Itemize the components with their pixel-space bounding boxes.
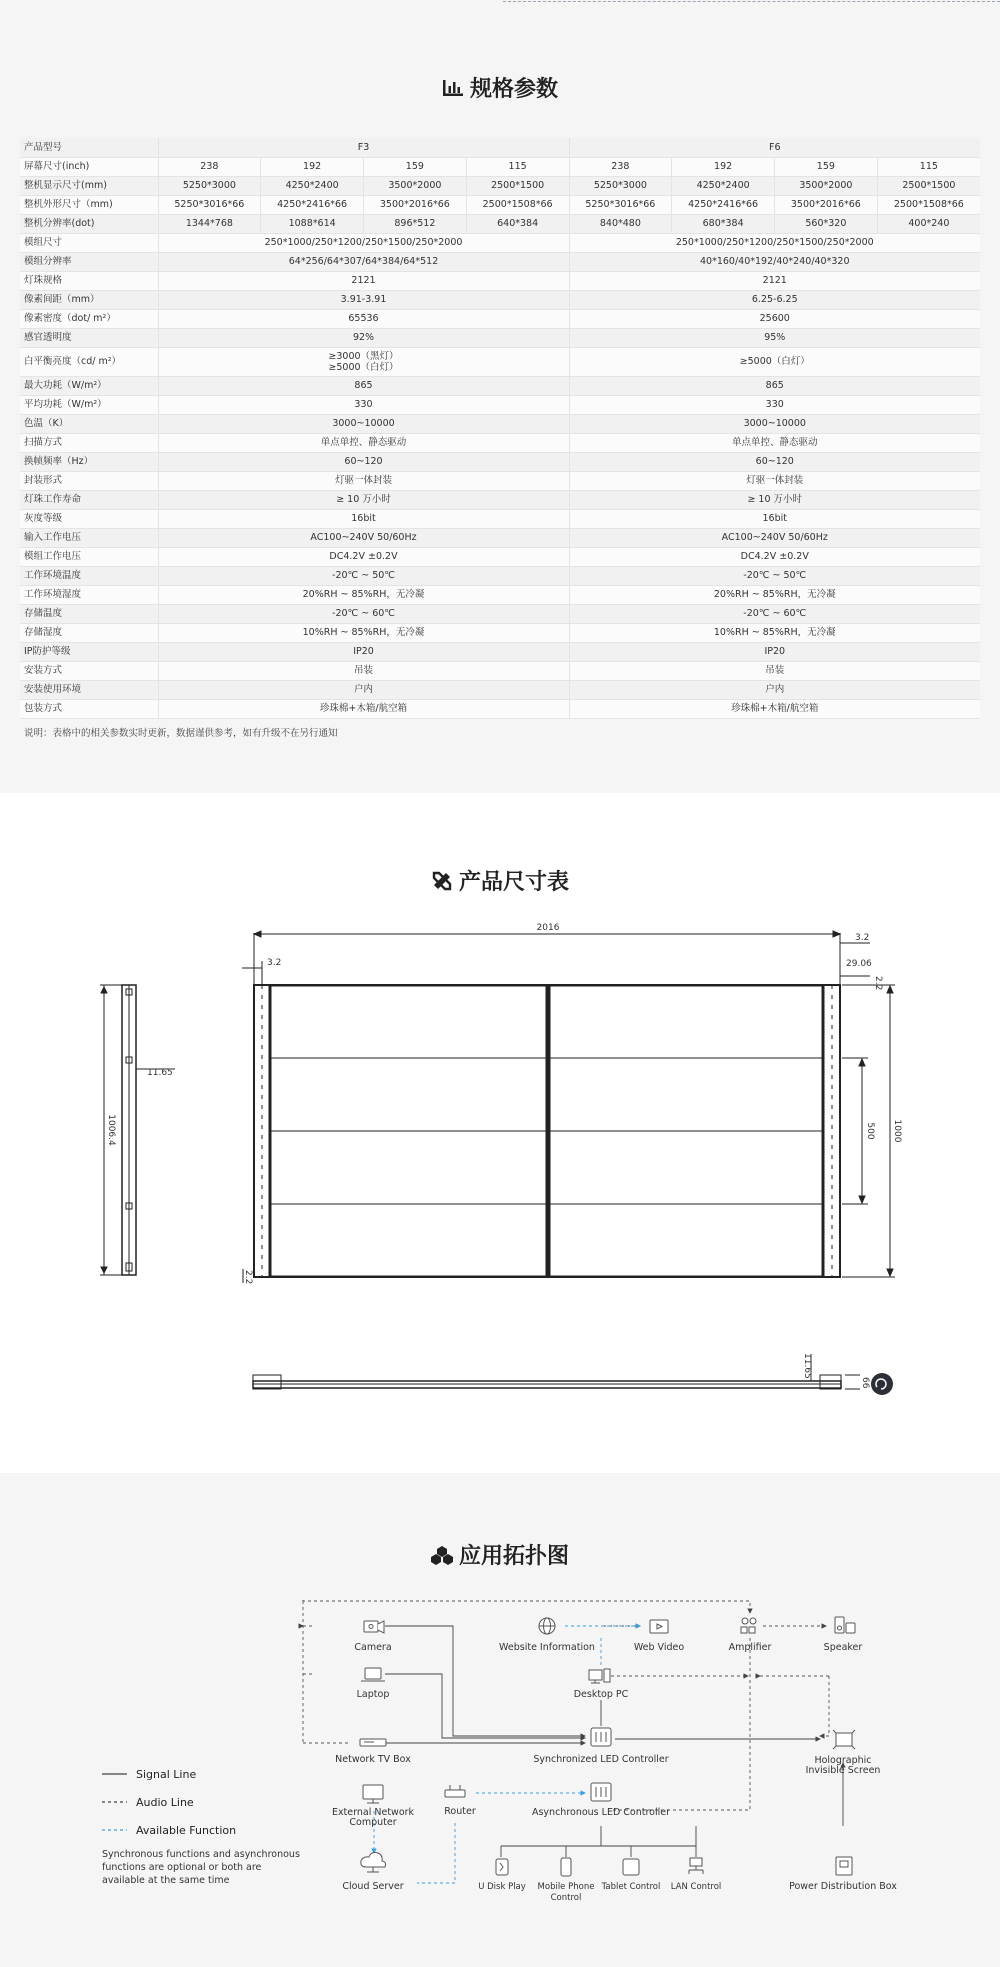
table-cell: 1344*768 xyxy=(158,214,261,233)
node-laptop: Laptop xyxy=(356,1689,390,1700)
node-desktop-pc: Desktop PC xyxy=(573,1689,629,1700)
table-cell-f6: 16bit xyxy=(569,509,980,528)
speaker-icon xyxy=(835,1617,855,1633)
table-row xyxy=(20,414,980,433)
table-cell-f6: 3000~10000 xyxy=(569,414,980,433)
audio-line xyxy=(303,1600,750,1613)
row-label: 换帧频率（Hz） xyxy=(20,452,158,471)
row-label: 白平衡亮度（cd/ m²） xyxy=(20,347,158,376)
dim-bottom-view-depth: 11.65 xyxy=(802,1353,812,1379)
table-cell-f3: 灯驱一体封装 xyxy=(158,471,569,490)
table-cell-f3: 865 xyxy=(158,376,569,395)
table-cell: 4250*2416*66 xyxy=(672,195,775,214)
globe-icon xyxy=(539,1618,555,1634)
table-cell-f3: -20℃ ~ 60℃ xyxy=(158,604,569,623)
table-row xyxy=(20,661,980,680)
topology-section xyxy=(0,1473,1000,1967)
rotate-icon[interactable] xyxy=(871,1373,893,1395)
table-cell-f3: 64*256/64*307/64*384/64*512 xyxy=(158,252,569,271)
table-cell: 896*512 xyxy=(364,214,467,233)
node-lan-control: LAN Control xyxy=(670,1882,722,1892)
table-cell: 238 xyxy=(569,157,672,176)
node-invisible-screen: Invisible Screen xyxy=(805,1765,881,1776)
table-cell: 840*480 xyxy=(569,214,672,233)
dim-side-depth: 11.65 xyxy=(147,1068,173,1078)
spec-note: 说明：表格中的相关参数实时更新，数据谨供参考，如有升级不在另行通知 xyxy=(24,728,338,739)
table-cell-f6: 6.25-6.25 xyxy=(569,290,980,309)
table-cell-f3: 20%RH ~ 85%RH，无冷凝 xyxy=(158,585,569,604)
table-header-row xyxy=(20,138,980,157)
dim-bottom-left: 2.2 xyxy=(243,1270,253,1285)
legend-audio-line: Audio Line xyxy=(136,1796,194,1809)
spec-title-text: 规格参数 xyxy=(469,77,558,102)
web-video-icon xyxy=(650,1620,668,1633)
node-router: Router xyxy=(444,1806,476,1817)
table-cell-f6: AC100~240V 50/60Hz xyxy=(569,528,980,547)
table-cell-f6: 865 xyxy=(569,376,980,395)
node-u-disk-play: U Disk Play xyxy=(478,1882,526,1892)
table-row xyxy=(20,157,980,176)
node-mobile-control: Control xyxy=(550,1893,582,1903)
dimension-section xyxy=(0,793,1000,1473)
table-row xyxy=(20,509,980,528)
legend-available-function: Available Function xyxy=(136,1824,237,1837)
dim-total-height: 1000 xyxy=(892,1119,902,1143)
table-cell: 192 xyxy=(261,157,364,176)
table-row xyxy=(20,309,980,328)
node-holographic: Holographic xyxy=(814,1755,872,1766)
table-cell-f6: 60~120 xyxy=(569,452,980,471)
table-cell-f6: -20℃ ~ 60℃ xyxy=(569,604,980,623)
holographic-screen-icon xyxy=(833,1730,855,1749)
table-row xyxy=(20,566,980,585)
table-cell-f3: 60~120 xyxy=(158,452,569,471)
dim-side-height: 1006.4 xyxy=(106,1114,116,1146)
table-cell-f3: 10%RH ~ 85%RH，无冷凝 xyxy=(158,623,569,642)
front-view xyxy=(242,931,895,1283)
node-speaker: Speaker xyxy=(823,1642,863,1653)
table-cell-f6: ≥ 10 万小时 xyxy=(569,490,980,509)
node-power-distribution-box: Power Distribution Box xyxy=(789,1881,897,1892)
row-label: 模组工作电压 xyxy=(20,547,158,566)
table-cell-f3: 3000~10000 xyxy=(158,414,569,433)
table-row xyxy=(20,290,980,309)
row-label: 模组尺寸 xyxy=(20,233,158,252)
table-cell-f6: 户内 xyxy=(569,680,980,699)
row-label: 封装形式 xyxy=(20,471,158,490)
table-cell-f6: ≥5000（白灯） xyxy=(569,347,980,376)
table-row xyxy=(20,452,980,471)
camera-icon xyxy=(364,1621,384,1633)
amplifier-icon xyxy=(741,1618,756,1633)
node-mobile-phone: Mobile Phone xyxy=(537,1882,595,1892)
dim-bottom-view-height: 66 xyxy=(860,1377,870,1389)
table-cell: 5250*3016*66 xyxy=(158,195,261,214)
table-row xyxy=(20,547,980,566)
table-cell-f6: 20%RH ~ 85%RH，无冷凝 xyxy=(569,585,980,604)
table-row xyxy=(20,328,980,347)
row-label: 工作环境温度 xyxy=(20,566,158,585)
table-row xyxy=(20,471,980,490)
table-cell: 159 xyxy=(775,157,878,176)
table-cell: 115 xyxy=(877,157,980,176)
row-label: 存储温度 xyxy=(20,604,158,623)
table-row xyxy=(20,195,980,214)
table-cell: 5250*3000 xyxy=(569,176,672,195)
row-label: 输入工作电压 xyxy=(20,528,158,547)
row-label: IP防护等级 xyxy=(20,642,158,661)
dim-module-height: 500 xyxy=(865,1122,875,1140)
table-cell-f6: 95% xyxy=(569,328,980,347)
table-header-f3: F3 xyxy=(158,138,569,157)
row-label: 整机显示尺寸(mm) xyxy=(20,176,158,195)
row-label: 色温（K） xyxy=(20,414,158,433)
usb-icon xyxy=(496,1859,508,1875)
node-external-computer: Computer xyxy=(349,1817,397,1828)
table-row xyxy=(20,680,980,699)
table-cell-f3: 户内 xyxy=(158,680,569,699)
row-label: 灰度等级 xyxy=(20,509,158,528)
table-cell: 1088*614 xyxy=(261,214,364,233)
description-line-3: available at the same time xyxy=(102,1875,230,1886)
table-header-f6: F6 xyxy=(569,138,980,157)
row-label: 像素间距（mm） xyxy=(20,290,158,309)
table-cell: 560*320 xyxy=(775,214,878,233)
spec-title xyxy=(0,72,1000,103)
description-line-1: Synchronous functions and asynchronous xyxy=(102,1849,300,1860)
table-cell-f3: 92% xyxy=(158,328,569,347)
table-row xyxy=(20,252,980,271)
table-cell: 680*384 xyxy=(672,214,775,233)
row-label: 包装方式 xyxy=(20,699,158,718)
topology-title-text: 应用拓扑图 xyxy=(458,1544,569,1569)
cloud-icon xyxy=(361,1853,386,1873)
table-cell-f6: 40*160/40*192/40*240/40*320 xyxy=(569,252,980,271)
row-label: 模组分辨率 xyxy=(20,252,158,271)
table-row xyxy=(20,490,980,509)
table-cell-f3: 珍珠棉+木箱/航空箱 xyxy=(158,699,569,718)
bottom-view xyxy=(253,1354,860,1389)
row-label: 灯珠工作寿命 xyxy=(20,490,158,509)
table-row xyxy=(20,433,980,452)
table-cell-f3: -20℃ ~ 50℃ xyxy=(158,566,569,585)
row-label: 安装方式 xyxy=(20,661,158,680)
table-cell-f3: 单点单控、静态驱动 xyxy=(158,433,569,452)
row-label: 工作环境湿度 xyxy=(20,585,158,604)
table-row xyxy=(20,233,980,252)
table-cell-f6: 10%RH ~ 85%RH，无冷凝 xyxy=(569,623,980,642)
table-row xyxy=(20,376,980,395)
row-label: 最大功耗（W/m²） xyxy=(20,376,158,395)
table-row xyxy=(20,642,980,661)
table-cell-f6: 250*1000/250*1200/250*1500/250*2000 xyxy=(569,233,980,252)
node-amplifier: Amplifier xyxy=(728,1642,772,1653)
table-cell: 3500*2016*66 xyxy=(364,195,467,214)
topology-diagram xyxy=(0,1473,1000,1967)
dimension-drawing xyxy=(0,793,1000,1473)
node-sync-controller: Synchronized LED Controller xyxy=(533,1754,669,1765)
dimension-title-text: 产品尺寸表 xyxy=(458,870,569,895)
table-cell-f3: AC100~240V 50/60Hz xyxy=(158,528,569,547)
row-label: 灯珠规格 xyxy=(20,271,158,290)
table-cell-f6: 2121 xyxy=(569,271,980,290)
table-cell-f6: 灯驱一体封装 xyxy=(569,471,980,490)
power-box-icon xyxy=(836,1857,852,1875)
row-label: 扫描方式 xyxy=(20,433,158,452)
table-row xyxy=(20,395,980,414)
table-cell: 2500*1508*66 xyxy=(466,195,569,214)
table-row xyxy=(20,585,980,604)
laptop-icon xyxy=(361,1668,385,1681)
table-cell-f3: ≥ 10 万小时 xyxy=(158,490,569,509)
table-cell-f6: 珍珠棉+木箱/航空箱 xyxy=(569,699,980,718)
spec-table xyxy=(20,138,980,719)
row-label: 平均功耗（W/m²） xyxy=(20,395,158,414)
desktop-pc-icon xyxy=(589,1669,610,1683)
row-label: 感官透明度 xyxy=(20,328,158,347)
dim-right-offset: 3.2 xyxy=(855,933,870,943)
node-network-tv-box: Network TV Box xyxy=(335,1754,411,1765)
node-tablet-control: Tablet Control xyxy=(601,1882,661,1892)
table-cell: 5250*3000 xyxy=(158,176,261,195)
row-label: 整机外形尺寸（mm) xyxy=(20,195,158,214)
table-cell-f3: 16bit xyxy=(158,509,569,528)
table-cell: 5250*3016*66 xyxy=(569,195,672,214)
table-cell: 192 xyxy=(672,157,775,176)
row-label: 像素密度（dot/ m²） xyxy=(20,309,158,328)
table-cell: 400*240 xyxy=(877,214,980,233)
router-icon xyxy=(445,1785,465,1797)
description-line-2: functions are optional or both are xyxy=(102,1862,262,1873)
table-row xyxy=(20,347,980,376)
table-row xyxy=(20,604,980,623)
table-cell: 238 xyxy=(158,157,261,176)
table-cell-f6: 330 xyxy=(569,395,980,414)
sync-controller-icon xyxy=(591,1728,611,1746)
table-cell-f6: IP20 xyxy=(569,642,980,661)
legend xyxy=(102,1768,236,1837)
table-row xyxy=(20,528,980,547)
node-website-information: Website Information xyxy=(499,1642,595,1653)
table-row xyxy=(20,214,980,233)
table-row xyxy=(20,699,980,718)
table-cell-f3: 250*1000/250*1200/250*1500/250*2000 xyxy=(158,233,569,252)
table-row xyxy=(20,176,980,195)
table-cell: 2500*1500 xyxy=(877,176,980,195)
table-row xyxy=(20,623,980,642)
table-cell-f6: 吊装 xyxy=(569,661,980,680)
node-external-network: External Network xyxy=(331,1807,415,1818)
spec-section xyxy=(0,0,1000,793)
table-cell-f3: 330 xyxy=(158,395,569,414)
table-cell-f3: ≥3000（黑灯） ≥5000（白灯） xyxy=(158,347,569,376)
lan-icon xyxy=(689,1858,703,1874)
table-cell-f3: 3.91-3.91 xyxy=(158,290,569,309)
table-cell: 640*384 xyxy=(466,214,569,233)
node-camera: Camera xyxy=(354,1642,392,1653)
table-cell: 4250*2416*66 xyxy=(261,195,364,214)
table-cell: 115 xyxy=(466,157,569,176)
dim-left-offset: 3.2 xyxy=(267,958,282,968)
table-cell-f3: IP20 xyxy=(158,642,569,661)
node-cloud-server: Cloud Server xyxy=(342,1881,404,1892)
row-label: 存储湿度 xyxy=(20,623,158,642)
tablet-icon xyxy=(623,1859,639,1875)
table-cell: 3500*2000 xyxy=(364,176,467,195)
bar-chart-icon xyxy=(442,78,464,98)
table-cell-f6: 单点单控、静态驱动 xyxy=(569,433,980,452)
node-async-controller: Asynchronous LED Controller xyxy=(531,1807,671,1818)
table-cell-f6: -20℃ ~ 50℃ xyxy=(569,566,980,585)
computer-icon xyxy=(363,1785,383,1803)
tv-box-icon xyxy=(360,1739,386,1746)
row-label: 整机分辨率(dot) xyxy=(20,214,158,233)
table-row xyxy=(20,271,980,290)
table-cell-f6: 25600 xyxy=(569,309,980,328)
dim-width-label: 2016 xyxy=(536,923,560,933)
table-cell: 4250*2400 xyxy=(672,176,775,195)
dim-corner-2: 2.2 xyxy=(873,976,883,991)
table-cell-f6: DC4.2V ±0.2V xyxy=(569,547,980,566)
phone-icon xyxy=(561,1858,571,1876)
node-web-video: Web Video xyxy=(633,1642,685,1653)
row-label: 屏幕尺寸(inch) xyxy=(20,157,158,176)
table-cell: 2500*1500 xyxy=(466,176,569,195)
table-header-label: 产品型号 xyxy=(20,138,158,157)
legend-signal-line: Signal Line xyxy=(136,1768,197,1781)
table-cell-f3: 2121 xyxy=(158,271,569,290)
table-cell-f3: 吊装 xyxy=(158,661,569,680)
table-cell: 3500*2016*66 xyxy=(775,195,878,214)
dim-corner-1: 29.06 xyxy=(846,959,872,969)
row-label: 安装使用环境 xyxy=(20,680,158,699)
table-cell: 4250*2400 xyxy=(261,176,364,195)
table-cell-f3: DC4.2V ±0.2V xyxy=(158,547,569,566)
async-controller-icon xyxy=(591,1783,611,1801)
table-cell: 3500*2000 xyxy=(775,176,878,195)
top-divider xyxy=(503,0,1000,2)
table-cell: 159 xyxy=(364,157,467,176)
table-cell: 2500*1508*66 xyxy=(877,195,980,214)
table-cell-f3: 65536 xyxy=(158,309,569,328)
